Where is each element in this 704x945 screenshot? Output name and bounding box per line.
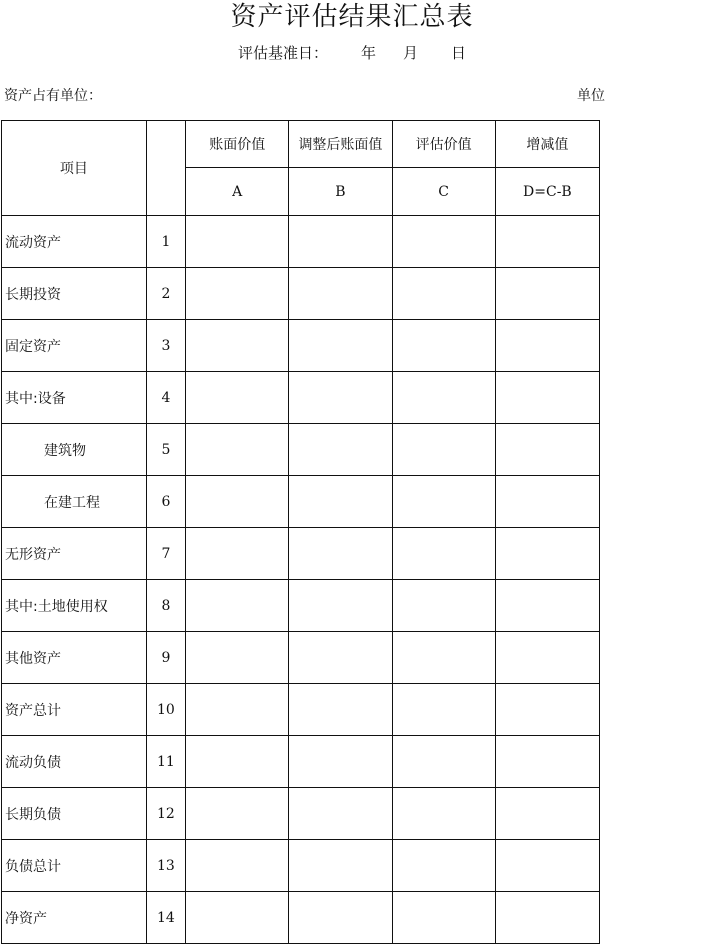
item-header: 项目 [2, 121, 147, 216]
no-header [146, 121, 185, 216]
column-header: 账面价值 [186, 121, 289, 168]
value-cell [392, 684, 495, 736]
page-title: 资产评估结果汇总表 [230, 2, 474, 32]
table-row [2, 684, 600, 736]
table-row [2, 840, 600, 892]
value-cell [495, 736, 599, 788]
value-cell [495, 476, 599, 528]
value-cell [186, 632, 289, 684]
value-cell [289, 216, 392, 268]
value-cell [495, 268, 599, 320]
value-cell [186, 528, 289, 580]
value-cell [495, 216, 599, 268]
value-cell [392, 892, 495, 944]
table-row [2, 372, 600, 424]
column-header: 评估价值 [392, 121, 495, 168]
value-cell [289, 476, 392, 528]
header-row-names [2, 121, 600, 168]
column-code: C [392, 168, 495, 216]
date-day-label: 日 [451, 44, 467, 62]
value-cell [186, 216, 289, 268]
table-row [2, 892, 600, 944]
table-row [2, 528, 600, 580]
value-cell [495, 528, 599, 580]
row-number: 5 [146, 424, 185, 476]
row-label: 其中:设备 [2, 372, 147, 424]
value-cell [289, 320, 392, 372]
table-row [2, 788, 600, 840]
value-cell [495, 840, 599, 892]
row-number: 3 [146, 320, 185, 372]
table-row [2, 476, 600, 528]
value-cell [392, 268, 495, 320]
row-number: 8 [146, 580, 185, 632]
row-number: 9 [146, 632, 185, 684]
value-cell [186, 372, 289, 424]
value-cell [392, 320, 495, 372]
value-cell [289, 840, 392, 892]
summary-table [1, 120, 600, 944]
value-cell [186, 424, 289, 476]
row-label: 在建工程 [2, 476, 147, 528]
table-row [2, 580, 600, 632]
row-label: 长期负债 [2, 788, 147, 840]
row-label: 固定资产 [2, 320, 147, 372]
table-row [2, 632, 600, 684]
value-cell [289, 372, 392, 424]
value-cell [186, 684, 289, 736]
value-cell [495, 424, 599, 476]
row-label: 建筑物 [2, 424, 147, 476]
table-row [2, 424, 600, 476]
column-code: B [289, 168, 392, 216]
value-cell [289, 892, 392, 944]
column-header: 增减值 [495, 121, 599, 168]
column-code: D=C-B [495, 168, 599, 216]
column-header: 调整后账面值 [289, 121, 392, 168]
value-cell [186, 476, 289, 528]
valuation-date-label: 评估基准日： [238, 44, 329, 62]
row-number: 1 [146, 216, 185, 268]
row-label: 资产总计 [2, 684, 147, 736]
value-cell [289, 684, 392, 736]
row-label: 其他资产 [2, 632, 147, 684]
row-label: 流动负债 [2, 736, 147, 788]
value-cell [495, 788, 599, 840]
row-number: 6 [146, 476, 185, 528]
row-number: 12 [146, 788, 185, 840]
row-number: 7 [146, 528, 185, 580]
table-row [2, 268, 600, 320]
date-month-label: 月 [403, 44, 419, 62]
value-cell [289, 788, 392, 840]
row-label: 负债总计 [2, 840, 147, 892]
row-number: 10 [146, 684, 185, 736]
unit-label: 单位 [577, 88, 605, 104]
value-cell [186, 840, 289, 892]
value-cell [495, 320, 599, 372]
row-label: 无形资产 [2, 528, 147, 580]
value-cell [289, 268, 392, 320]
value-cell [392, 216, 495, 268]
value-cell [392, 632, 495, 684]
row-number: 11 [146, 736, 185, 788]
value-cell [392, 528, 495, 580]
table-row [2, 736, 600, 788]
value-cell [186, 580, 289, 632]
value-cell [392, 840, 495, 892]
value-cell [392, 788, 495, 840]
row-number: 2 [146, 268, 185, 320]
value-cell [186, 268, 289, 320]
value-cell [289, 736, 392, 788]
column-code: A [186, 168, 289, 216]
value-cell [186, 788, 289, 840]
value-cell [392, 736, 495, 788]
owner-label: 资产占有单位： [4, 88, 102, 104]
value-cell [495, 632, 599, 684]
value-cell [495, 580, 599, 632]
value-cell [392, 372, 495, 424]
value-cell [392, 424, 495, 476]
date-year-label: 年 [361, 44, 377, 62]
row-label: 长期投资 [2, 268, 147, 320]
value-cell [495, 372, 599, 424]
row-number: 4 [146, 372, 185, 424]
row-number: 13 [146, 840, 185, 892]
table-row [2, 216, 600, 268]
value-cell [495, 684, 599, 736]
row-label: 其中:土地使用权 [2, 580, 147, 632]
value-cell [289, 424, 392, 476]
value-cell [289, 528, 392, 580]
value-cell [289, 632, 392, 684]
value-cell [186, 320, 289, 372]
value-cell [392, 580, 495, 632]
value-cell [289, 580, 392, 632]
value-cell [392, 476, 495, 528]
value-cell [186, 892, 289, 944]
value-cell [186, 736, 289, 788]
row-label: 净资产 [2, 892, 147, 944]
row-label: 流动资产 [2, 216, 147, 268]
row-number: 14 [146, 892, 185, 944]
value-cell [495, 892, 599, 944]
table-row [2, 320, 600, 372]
